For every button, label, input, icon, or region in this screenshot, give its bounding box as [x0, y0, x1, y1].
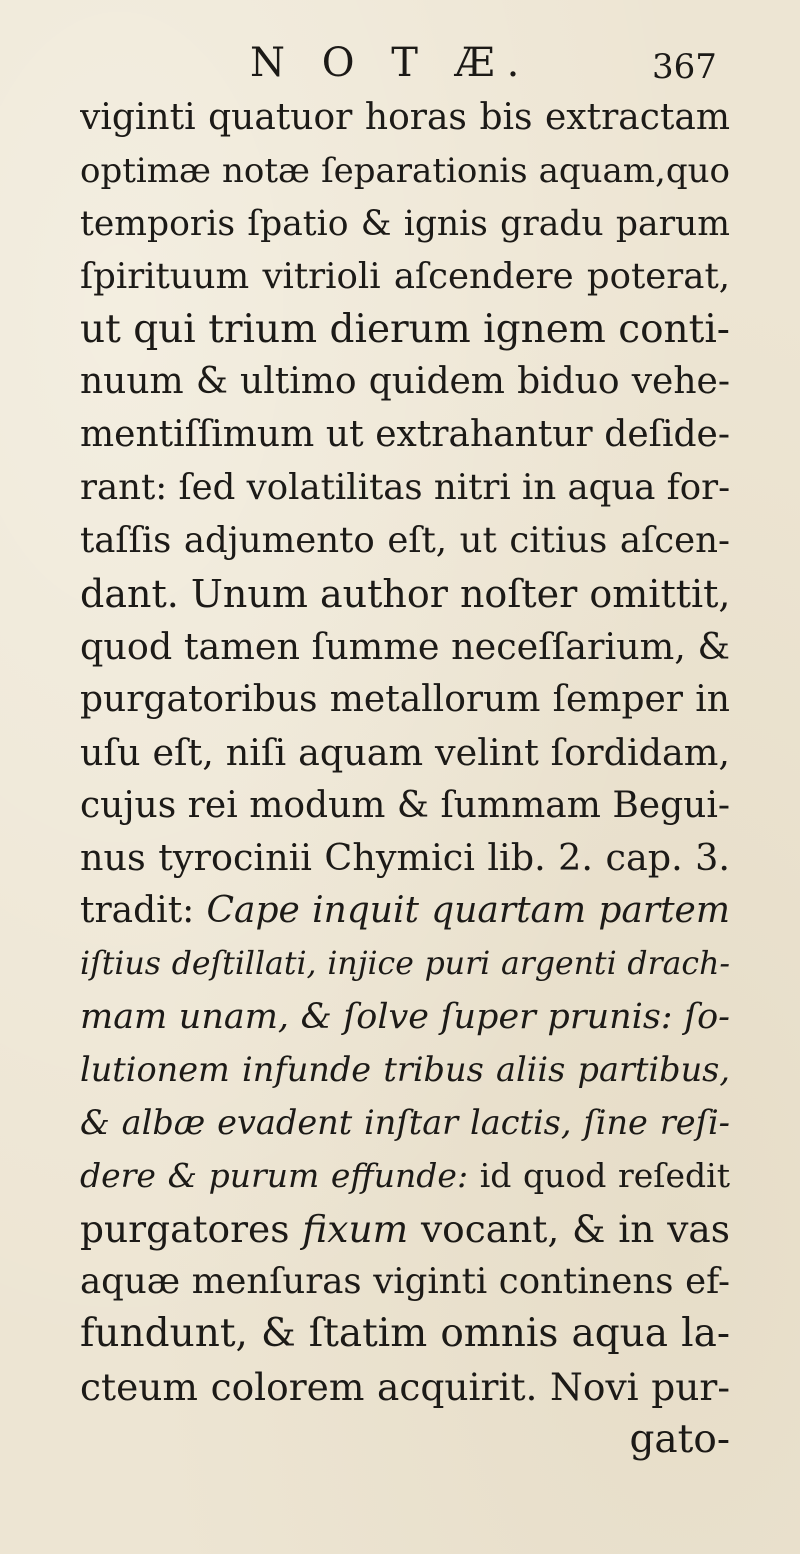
text-line-italic: iſtius deſtillati, injice puri argenti drach-: [80, 946, 730, 983]
text-line: nus tyrocinii Chymici lib. 2. cap. 3.: [80, 836, 730, 880]
text-segment: tradit:: [80, 890, 207, 932]
running-head: N O T Æ.: [250, 40, 532, 86]
text-line-mixed: [80, 885, 730, 938]
text-line-mixed: [80, 1203, 730, 1256]
text-line-italic: & albæ evadent inſtar lactis, ſine reſi-: [80, 1102, 730, 1142]
page-header: [0, 38, 800, 88]
text-line: fundunt, & ſtatim omnis aqua la-: [80, 1311, 730, 1357]
text-line: mentiſſimum ut extrahantur deſide-: [80, 414, 730, 456]
text-line: optimæ notæ ſeparationis aquam,quo: [80, 150, 730, 191]
text-line: temporis ſpatio & ignis gradu parum: [80, 203, 730, 244]
text-line: dant. Unum author noſter omittit,: [80, 572, 730, 617]
text-line-mixed: [80, 1150, 730, 1203]
text-line: ut qui trium dierum ignem conti-: [80, 306, 730, 352]
catchword: gato-: [629, 1417, 730, 1463]
text-line-italic: mam unam, & ſolve ſuper prunis: ſo-: [80, 997, 730, 1038]
text-segment: purgatores: [80, 1206, 303, 1251]
text-line: viginti quatuor horas bis extractam: [80, 97, 730, 138]
text-line: uſu eſt, niſi aquam velint ſordidam,: [80, 730, 730, 774]
italic-segment: Cape inquit quartam partem: [206, 890, 730, 932]
text-line: taſſis adjumento eſt, ut citius aſcen-: [80, 520, 730, 562]
text-line: cujus rei modum & ſummam Begui-: [80, 784, 730, 826]
text-line: quod tamen ſumme neceſſarium, &: [80, 624, 730, 668]
text-line: aquæ menſuras viginti continens ef-: [80, 1260, 730, 1302]
italic-segment: fixum: [302, 1206, 409, 1251]
text-line: rant: ſed volatilitas nitri in aqua for-: [80, 467, 730, 509]
text-line: purgatoribus metallorum ſemper in: [80, 678, 730, 720]
text-line: nuum & ultimo quidem biduo vehe-: [80, 361, 730, 403]
italic-segment: dere & purum effunde:: [80, 1155, 469, 1195]
body-text: [80, 92, 730, 1467]
text-line: ſpirituum vitrioli aſcendere poterat,: [80, 255, 730, 297]
text-line-italic: lutionem infunde tribus aliis partibus,: [80, 1050, 730, 1090]
text-segment: id quod reſedit: [468, 1155, 730, 1195]
page-number: 367: [652, 47, 717, 87]
text-segment: vocant, & in vas: [408, 1206, 730, 1251]
text-line: cteum colorem acquirit. Novi pur-: [80, 1365, 730, 1410]
